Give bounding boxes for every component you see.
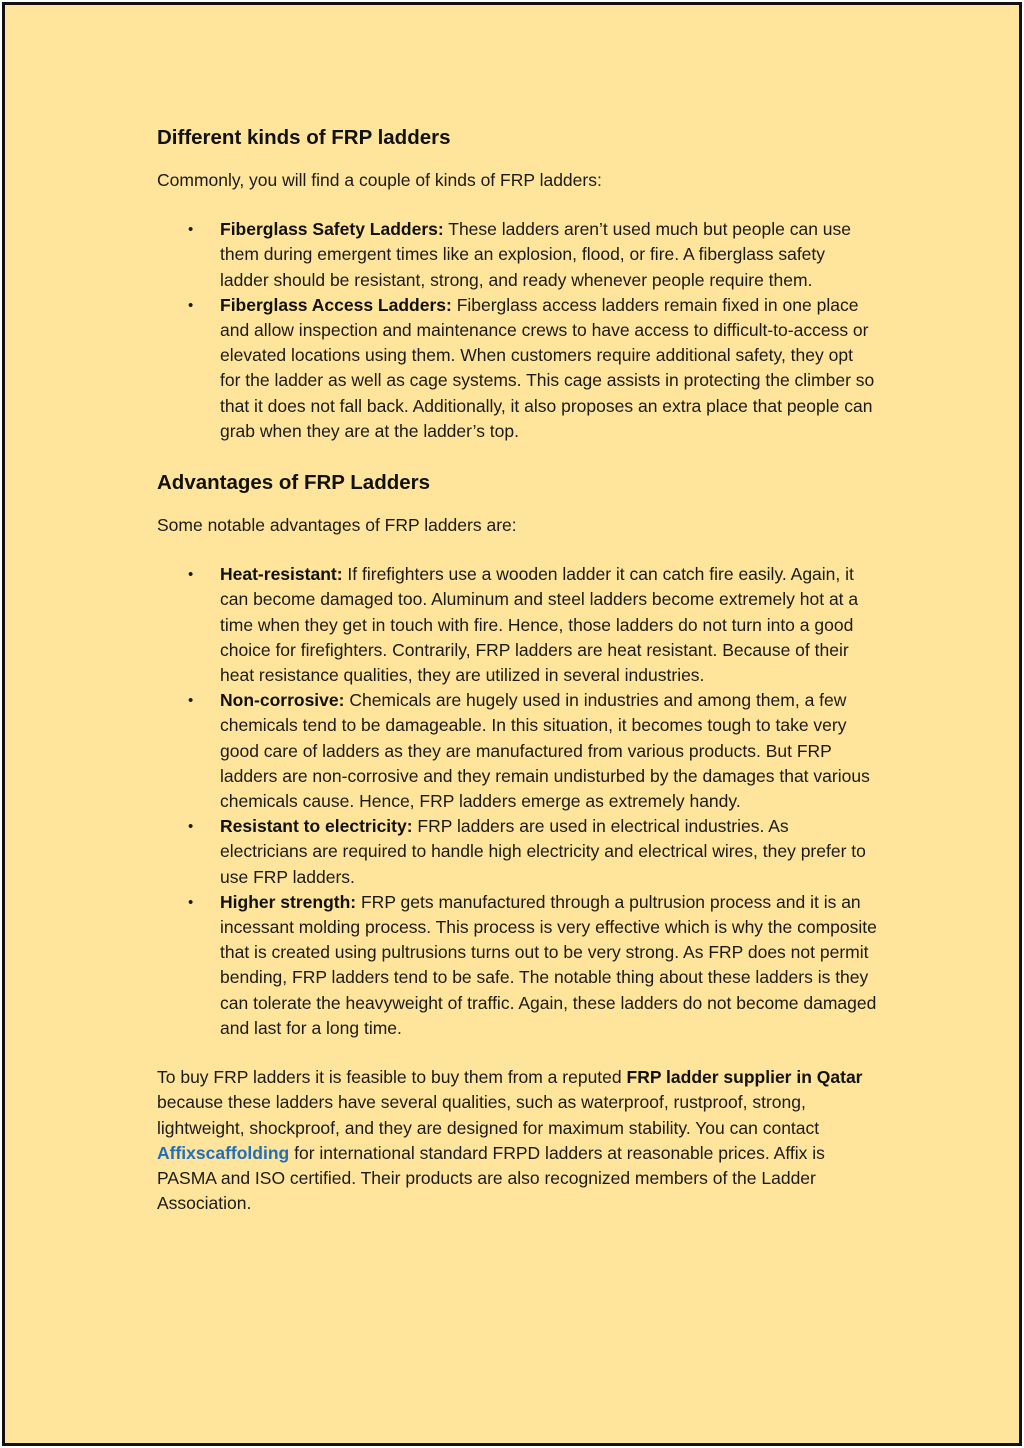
list-item (157, 814, 877, 890)
item-term: Resistant to electricity: (220, 816, 413, 837)
bullet-icon: • (188, 893, 194, 911)
item-term: Fiberglass Safety Ladders: (220, 219, 444, 240)
item-text: FRP ladders are used in electrical industries. As electricians are required to handle high electricity and electrical wires, they prefer to use FRP ladders. (220, 816, 866, 887)
closing-text-2: because these ladders have several qualities, such as waterproof, rustproof, strong, lightweight, shockproof, and they are designed for maximum stability. You can contact (157, 1092, 820, 1138)
section-intro-advantages: Some notable advantages of FRP ladders are: (157, 515, 517, 536)
item-term: Heat-resistant: (220, 564, 343, 585)
section-heading-advantages: Advantages of FRP Ladders (157, 471, 431, 495)
bullet-icon: • (188, 221, 194, 239)
item-term: Fiberglass Access Ladders: (220, 294, 452, 315)
section-heading-kinds: Different kinds of FRP ladders (157, 126, 451, 149)
item-text: If firefighters use a wooden ladder it can catch fire easily. Again, it can become damaged too. Aluminum and steel ladders become extremely hot at a time when they get in touch with fire. Hence, those ladders do not turn into a good choice for firefighters. Contrarily, FRP ladders are heat resistant. Because of their heat resistance qualities, they are utilized in several industries. (220, 564, 859, 686)
item-text: FRP gets manufactured through a pultrusion process and it is an incessant molding process. This process is very effective which is why the composite that is created using pultrusions turns out to be very strong. As FRP does not permit bending, FRP ladders tend to be safe. The notable thing about these ladders is they can tolerate the heavyweight of traffic. Again, these ladders do not become damaged and last for a long time. (220, 891, 877, 1038)
closing-text-3: for international standard FRPD ladders at reasonable prices. Affix is PASMA and ISO certified. Their products are also recognized members of the Ladder Association. (157, 1142, 825, 1214)
list-item (157, 293, 877, 444)
item-term: Non-corrosive: (220, 690, 345, 711)
list-item (157, 890, 877, 1041)
article-content (157, 125, 877, 1216)
list-item (157, 688, 877, 814)
item-term: Higher strength: (220, 891, 357, 912)
item-text: Fiberglass access ladders remain fixed in one place and allow inspection and maintenance crews to have access to difficult-to-access or elevated locations using them. When customers require additional safety, they opt for the ladder as well as cage systems. This cage assists in protecting the climber so that it does not fall back. Additionally, it also proposes an extra place that people can grab when they are at the ladder’s top. (220, 294, 875, 441)
closing-paragraph (157, 1065, 877, 1216)
bullet-icon: • (188, 296, 194, 314)
item-text: These ladders aren’t used much but people can use them during emergent times like an explosion, flood, or fire. A fiberglass safety ladder should be resistant, strong, and ready whenever people require them. (220, 219, 852, 290)
bullet-icon: • (188, 818, 194, 836)
section-intro-kinds: Commonly, you will find a couple of kinds of FRP ladders: (157, 170, 602, 190)
bullet-icon: • (188, 692, 194, 710)
page (2, 2, 1022, 1446)
list-item (157, 217, 877, 293)
item-text: Chemicals are hugely used in industries and among them, a few chemicals tend to be damageable. In this situation, it becomes tough to take very good care of ladders as they are manufactured from various products. But FRP ladders are non-corrosive and they remain undisturbed by the damages that various chemicals cause. Hence, FRP ladders emerge as extremely handy. (220, 690, 870, 812)
list-item (157, 562, 877, 688)
affixscaffolding-link[interactable]: Affixscaffolding (157, 1142, 290, 1163)
supplier-keyword: FRP ladder supplier in Qatar (626, 1067, 863, 1088)
list-advantages (157, 562, 877, 1041)
closing-text-1: To buy FRP ladders it is feasible to buy them from a reputed (157, 1067, 627, 1088)
list-kinds (157, 217, 877, 444)
bullet-icon: • (188, 566, 194, 584)
